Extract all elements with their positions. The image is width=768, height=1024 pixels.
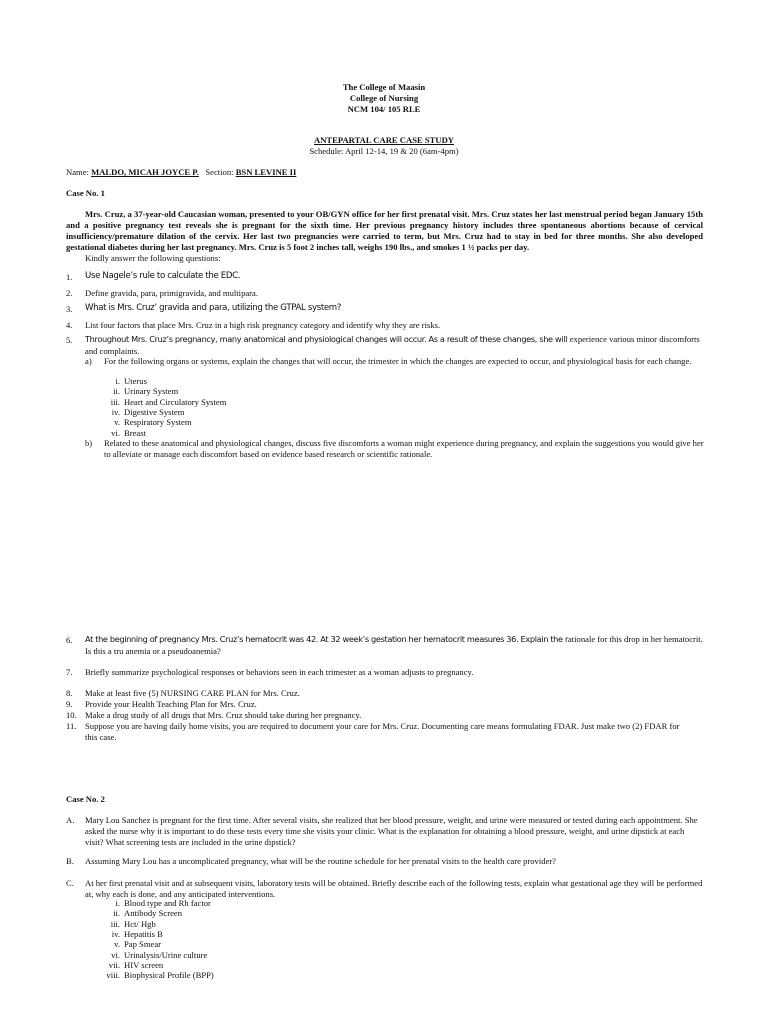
q7-text: Briefly summarize psychological responses or behaviors seen in each trimester as a woman adjusts to pregnancy. [85, 667, 474, 677]
list-item-number: iv. [111, 406, 120, 417]
q3-text: What is Mrs. Cruz’ gravida and para, utilizing the GTPAL system? [85, 303, 342, 313]
list-item-text: Breast [124, 427, 146, 438]
q6-continued: Is this a tru anemia or a pseudoanemia? [85, 646, 221, 656]
section-label: Section: [205, 167, 234, 177]
q2-text: Define gravida, para, primigravida, and multipara. [85, 288, 258, 298]
list-item-text: Urinalysis/Urine culture [124, 949, 208, 960]
q11-text: Suppose you are having daily home visits, you are required to document your care for Mrs. Cruz. Documenting care means formulating FDAR. Just make two (2) FDAR for this case. [85, 721, 680, 742]
list-item-number: iii. [110, 918, 120, 929]
q6-handwritten: At the beginning of pregnancy Mrs. Cruz’s hematocrit was 42. At 32 week’s gestation her hematocrit measures 36. Explain the r [85, 634, 568, 644]
college-name: The College of Maasin [342, 82, 426, 92]
q1-text: Use Nagele’s rule to calculate the EDC. [85, 271, 241, 281]
list-item-text: Antibody Screen [124, 908, 182, 919]
list-item-number: ii. [113, 908, 120, 919]
q9-number: 9. [66, 699, 73, 709]
list-item-number: viii. [106, 970, 120, 981]
qA-text: Mary Lou Sanchez is pregnant for the first time. After several visits, she realized that her blood pressure, weight, and urine were measured or tested during each appointment. She asked the nurse why it is important to do these tests every time she visits your clinic. What is the explanation for obtaining a blood pressure, weight, and urine dipstick at each visit? What screening tests are included in the urine dipstick? [85, 815, 698, 847]
q10-text: Make a drug study of all drugs that Mrs. Cruz should take during her pregnancy. [85, 710, 362, 720]
q5-text [85, 334, 700, 345]
q5-printed: l experience various minor discomforts [565, 334, 700, 344]
list-item-text: Blood type and Rh factor [124, 898, 211, 908]
q8-number: 8. [66, 688, 73, 698]
course-code: NCM 104/ 105 RLE [347, 104, 421, 114]
q5-handwritten: Throughout Mrs. Cruz’s pregnancy, many anatomical and physiological changes will occur. As a result of these changes, she wil [85, 334, 566, 344]
list-item-text: Respiratory System [124, 417, 192, 428]
list-item-number: v. [114, 939, 120, 950]
q5a-text: For the following organs or systems, explain the changes that will occur, the trimester in which the changes are expected to occur, and physiological basis for each change. [104, 356, 692, 366]
q4-text: List four factors that place Mrs. Cruz in a high risk pregnancy category and identify why they are risks. [85, 320, 441, 330]
case2-title: Case No. 2 [66, 794, 105, 804]
q1-number: 1. [66, 272, 73, 282]
document-title-text: ANTEPARTAL CARE CASE STUDY [313, 135, 454, 145]
q5-continued: and complaints. [85, 346, 140, 356]
q3-number: 3. [66, 304, 73, 314]
student-line [66, 167, 296, 178]
q5-number: 5. [66, 335, 73, 345]
list-item-number: vi. [111, 949, 120, 960]
q9-text: Provide your Health Teaching Plan for Mrs. Cruz. [85, 699, 257, 709]
list-item-number: v. [114, 417, 120, 428]
qC-label: C. [66, 878, 74, 888]
q6-number: 6. [66, 635, 73, 645]
case1-instruction: Kindly answer the following questions: [85, 253, 221, 263]
q4-number: 4. [66, 320, 73, 330]
q6-text [85, 634, 703, 645]
qA-label: A. [66, 815, 75, 825]
list-item-text: Pap Smear [124, 939, 161, 950]
list-item-text: HIV screen [124, 959, 164, 970]
case1-scenario: Mrs. Cruz, a 37-year-old Caucasian woman, presented to your OB/GYN office for her first prenatal visit. Mrs. Cruz states her last menstrual period began January 15th and a positive pregnancy test reveals she is pregnant for the sixth time. Her previous pregnancy history includes three spontaneous abortions because of cervical insufficiency/premature dilation of the cervix. Her last two pregnancies were carried to term, but Mrs. Cruz had to stay in bed for three months. She also developed gestational diabetes during her last pregnancy. Mrs. Cruz is 5 foot 2 inches tall, weighs 190 lbs., and smokes 1 ½ packs per day. [66, 209, 703, 252]
document-title [0, 135, 768, 146]
case1-title: Case No. 1 [66, 188, 105, 198]
list-item-text: Hepatitis B [124, 928, 163, 939]
schedule-line: Schedule: April 12-14, 19 & 20 (6am-4pm) [309, 146, 459, 156]
list-item-number: i. [115, 898, 120, 908]
list-item-text: Hct/ Hgb [124, 918, 156, 929]
name-value: MALDO, MICAH JOYCE P. [91, 167, 199, 177]
section-value: BSN LEVINE II [235, 167, 297, 177]
list-item-number: vi. [111, 427, 120, 438]
qB-label: B. [66, 856, 74, 866]
list-item-text: Uterus [124, 376, 147, 386]
list-item-text: Urinary System [124, 386, 179, 397]
list-item-number: iii. [110, 396, 120, 407]
q5a-label: a) [85, 356, 92, 366]
q11-number: 11. [66, 721, 77, 731]
q5b-text: Related to these anatomical and physiological changes, discuss five discomforts a woman might experience during pregnancy, and explain the suggestions you would give her to alleviate or manage each discomfort based on evidence based research or scientific rationale. [104, 438, 704, 459]
list-item-number: ii. [113, 386, 120, 397]
college-department: College of Nursing [349, 93, 419, 103]
q6-printed: ationale for this drop in her hematocrit. [567, 634, 703, 644]
qC-text: At her first prenatal visit and at subsequent visits, laboratory tests will be obtained. Briefly describe each of the following tests, explain what gestational age they will be performed at, why each is done, and any anticipated interventions. [85, 878, 703, 899]
q5b-label: b) [85, 438, 93, 448]
q8-text: Make at least five (5) NURSING CARE PLAN for Mrs. Cruz. [85, 688, 300, 698]
qB-text: Assuming Mary Lou has a uncomplicated pregnancy, what will be the routine schedule for her prenatal visits to the health care provider? [85, 856, 556, 866]
list-item-number: vii. [108, 959, 120, 970]
q2-number: 2. [66, 288, 73, 298]
q10-number: 10. [66, 710, 77, 720]
list-item-text: Biophysical Profile (BPP) [124, 970, 214, 981]
list-item-number: iv. [111, 928, 120, 939]
list-item-text: Digestive System [124, 406, 185, 417]
q7-number: 7. [66, 667, 73, 677]
list-item-number: i. [115, 376, 120, 386]
list-item-text: Heart and Circulatory System [124, 396, 227, 407]
name-label: Name: [66, 167, 89, 177]
